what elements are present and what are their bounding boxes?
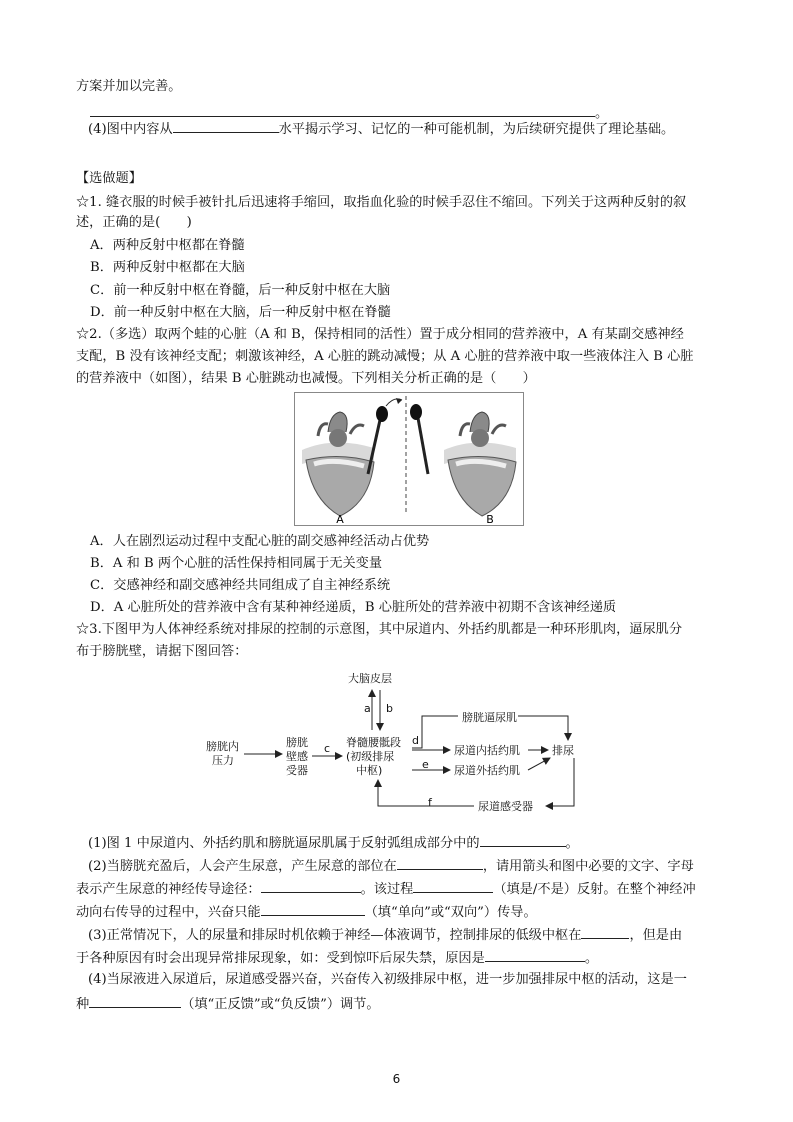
answer-blank[interactable]	[173, 119, 279, 133]
q2-stem-line2: 支配，B 没有该神经支配；刺激该神经，A 心脏的跳动减慢；从 A 心脏的营养液中取一些液体注入 B 心脏	[76, 349, 694, 364]
q-prev-q4: (4)图中内容从 水平揭示学习、记忆的一种可能机制，为后续研究提供了理论基础。	[88, 119, 674, 139]
label-f: f	[428, 796, 432, 809]
q2-stem-line3: 的营养液中（如图），结果 B 心脏跳动也减慢。下列相关分析正确的是（ ）	[76, 371, 536, 386]
bladder-pressure-l1: 膀胱内	[206, 740, 239, 753]
q1-stem-line1: ☆1. 缝衣服的时候手被针扎后迅速将手缩回，取指血化验的时候手忍住不缩回。下列关于这两种反射的叙	[76, 195, 687, 210]
answer-blank[interactable]	[485, 948, 585, 962]
q3-part3-line1: (3)正常情况下，人的尿量和排尿时机依赖于神经—体液调节，控制排尿的低级中枢在 ，但是由	[88, 925, 682, 945]
q1-option-d: D．前一种反射中枢在大脑，后一种反射中枢在脊髓	[90, 305, 391, 320]
center-l3: 中枢)	[356, 764, 383, 777]
q3-part2-line1: (2)当膀胱充盈后，人会产生尿意，产生尿意的部位在 ，请用箭头和图中必要的文字、字母	[88, 856, 694, 876]
label-e: e	[422, 758, 429, 771]
urination-box: 排尿	[552, 744, 574, 757]
q1-stem-line2: 述，正确的是( )	[76, 215, 192, 230]
label-a: a	[364, 702, 371, 715]
answer-blank[interactable]	[413, 879, 493, 893]
section-title: 【选做题】	[76, 171, 142, 186]
outer-sphincter-box: 尿道外括约肌	[454, 764, 520, 777]
urination-control-diagram	[200, 668, 600, 818]
heart-b-label: B	[486, 513, 494, 526]
q-prev-line1: 方案并加以完善。	[76, 79, 182, 94]
q3-part4-line1: (4)当尿液进入尿道后，尿道感受器兴奋，兴奋传入初级排尿中枢，进一步加强排尿中枢的活动，这是一	[88, 972, 687, 987]
detrusor-box: 膀胱逼尿肌	[462, 711, 517, 724]
answer-blank[interactable]	[261, 879, 361, 893]
heart-a-label: A	[336, 513, 344, 526]
answer-blank[interactable]	[397, 856, 483, 870]
answer-blank[interactable]	[480, 833, 566, 847]
q3-stem-line2: 布于膀胱壁，请据下图回答：	[76, 644, 248, 659]
answer-blank[interactable]	[89, 994, 181, 1008]
inner-sphincter-box: 尿道内括约肌	[454, 744, 520, 757]
page-number: 6	[392, 1072, 401, 1086]
q3-part3-line2: 于各种原因有时会出现异常排尿现象，如：受到惊吓后尿失禁，原因是 。	[76, 948, 598, 968]
cortex-box: 大脑皮层	[348, 672, 392, 685]
answer-blank[interactable]	[581, 925, 629, 939]
center-l1: 脊髓腰骶段	[346, 736, 401, 749]
q1-option-c: C．前一种反射中枢在脊髓，后一种反射中枢在大脑	[90, 283, 391, 298]
q3-part2-line3: 动向右传导的过程中，兴奋只能 （填“单向”或“双向”）传导。	[76, 902, 537, 922]
receptor-l1: 膀胱	[286, 736, 308, 749]
answer-blank[interactable]	[261, 902, 365, 916]
q-prev-answer-line: 。	[90, 103, 608, 123]
q2-option-d: D．A 心脏所处的营养液中含有某种神经递质，B 心脏所处的营养液中初期不含该神经递质	[90, 600, 617, 615]
label-d: d	[412, 734, 419, 747]
q3-stem-line1: ☆3.下图甲为人体神经系统对排尿的控制的示意图，其中尿道内、外括约肌都是一种环形肌肉，逼尿肌分	[76, 622, 683, 637]
q3-part2-line2: 表示产生尿意的神经传导途径： 。该过程 （填是/不是）反射。在整个神经冲	[76, 879, 696, 899]
bladder-pressure-l2: 压力	[212, 754, 234, 767]
q1-option-b: B．两种反射中枢都在大脑	[90, 260, 245, 275]
q2-option-c: C．交感神经和副交感神经共同组成了自主神经系统	[90, 578, 391, 593]
q2-option-b: B．A 和 B 两个心脏的活性保持相同属于无关变量	[90, 556, 383, 571]
urethra-receptor-box: 尿道感受器	[478, 800, 533, 813]
q1-option-a: A．两种反射中枢都在脊髓	[90, 238, 245, 253]
q2-option-a: A．人在剧烈运动过程中支配心脏的副交感神经活动占优势	[90, 534, 430, 549]
receptor-l2: 壁感	[286, 750, 308, 763]
center-l2: (初级排尿	[346, 750, 395, 763]
label-b: b	[386, 702, 393, 715]
answer-blank[interactable]	[90, 103, 595, 117]
q3-part4-line2: 种 （填“正反馈”或“负反馈”）调节。	[76, 994, 380, 1014]
q2-stem-line1: ☆2.（多选）取两个蛙的心脏（A 和 B，保持相同的活性）置于成分相同的营养液中，A 有某副交感神经	[76, 327, 684, 342]
label-c: c	[324, 742, 331, 755]
heart-transfer-figure	[294, 392, 524, 528]
receptor-l3: 受器	[286, 764, 308, 777]
q3-part1: (1)图 1 中尿道内、外括约肌和膀胱逼尿肌属于反射弧组成部分中的 。	[88, 833, 579, 853]
